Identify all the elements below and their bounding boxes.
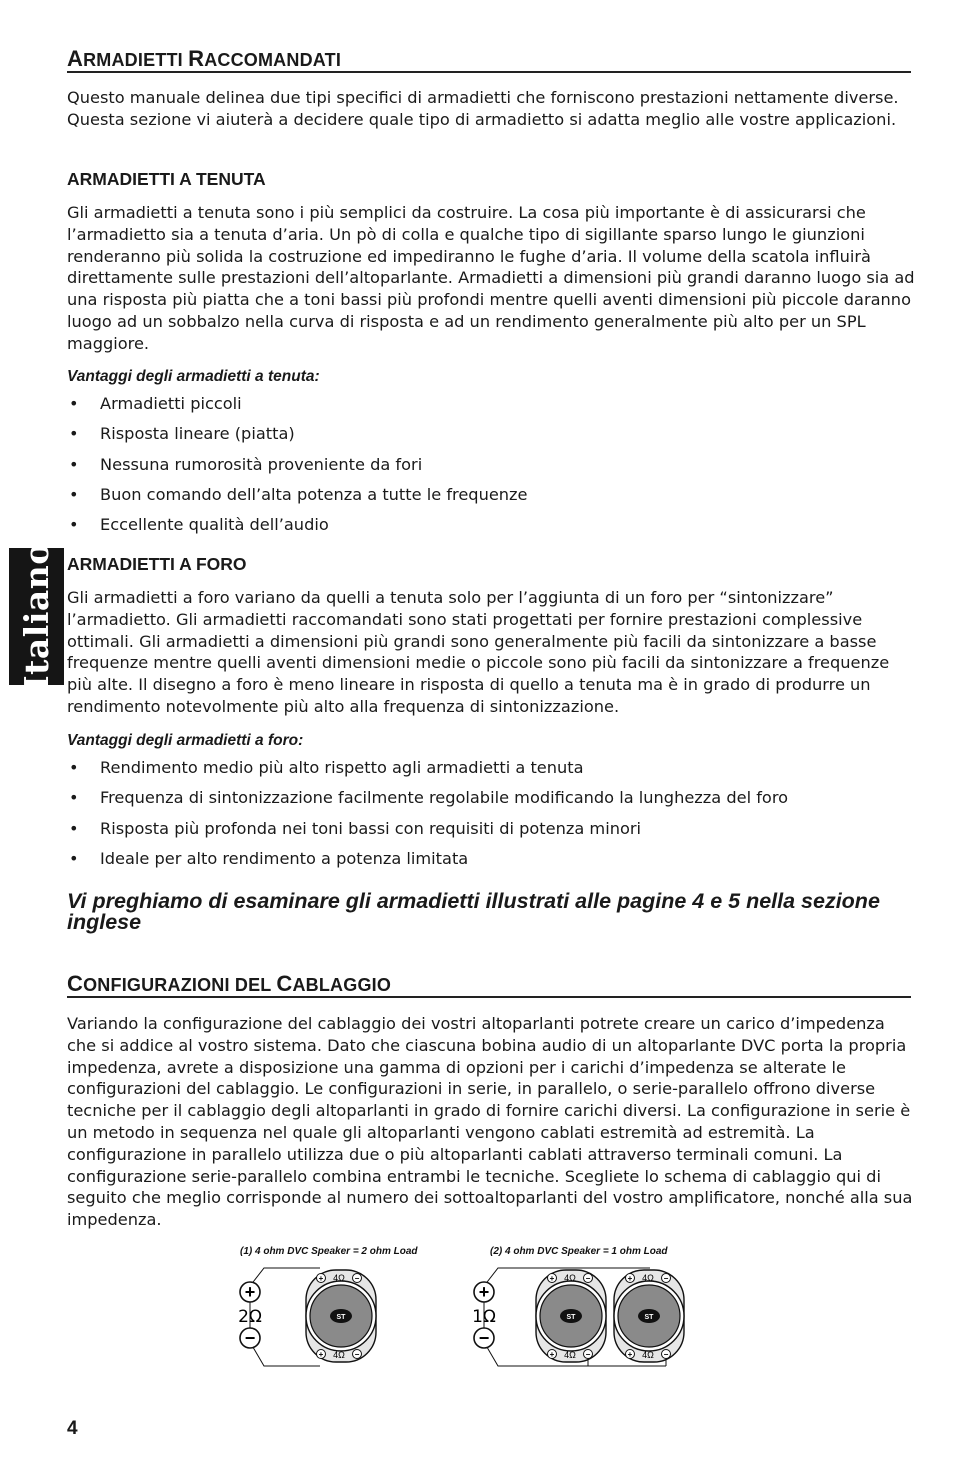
sealed-advantages-title: Vantaggi degli armadietti a tenuta: <box>67 368 320 385</box>
plus-sign: + <box>244 1282 256 1302</box>
minus-sign: − <box>244 1328 256 1348</box>
plus-sign: + <box>478 1282 490 1302</box>
svg-text:−: − <box>585 1350 591 1359</box>
sealed-heading: ARMADIETTI A TENUTA <box>67 169 266 189</box>
svg-text:+: + <box>318 1350 324 1359</box>
list-item: • Frequenza di sintonizzazione facilmente regolabile modificando la lunghezza del foro <box>67 787 788 817</box>
coil-label: 4Ω <box>333 1273 345 1283</box>
wiring-diagram <box>230 1242 700 1377</box>
svg-text:ST: ST <box>644 1314 654 1321</box>
section-heading-recommended-enclosures: ARMADIETTI RACCOMANDATI <box>67 48 911 73</box>
diagram1-label: (1) 4 ohm DVC Speaker = 2 ohm Load <box>240 1246 418 1257</box>
diagram1-circuit <box>238 1268 376 1366</box>
minus-sign: − <box>478 1328 490 1348</box>
svg-text:+: + <box>318 1274 324 1283</box>
list-item: • Nessuna rumorosità proveniente da fori <box>67 454 528 484</box>
sealed-advantages-list <box>67 393 528 544</box>
callout-note: Vi preghiamo di esaminare gli armadietti illustrati alle pagine 4 e 5 nella sezione inglese <box>67 889 880 934</box>
svg-text:−: − <box>354 1274 360 1283</box>
svg-text:ST: ST <box>566 1314 576 1321</box>
svg-text:+: + <box>549 1350 555 1359</box>
svg-text:+: + <box>549 1274 555 1283</box>
svg-text:−: − <box>663 1350 669 1359</box>
language-label: Italiano <box>17 542 56 691</box>
coil-label: 4Ω <box>642 1350 654 1360</box>
section-heading-wiring-configurations: CONFIGURAZIONI DEL CABLAGGIO <box>67 973 911 998</box>
list-item: • Armadietti piccoli <box>67 393 528 423</box>
list-item: • Buon comando dell’alta potenza a tutte le frequenze <box>67 484 528 514</box>
coil-label: 4Ω <box>642 1273 654 1283</box>
coil-label: 4Ω <box>564 1350 576 1360</box>
svg-text:+: + <box>627 1350 633 1359</box>
diagram2-label: (2) 4 ohm DVC Speaker = 1 ohm Load <box>490 1246 668 1257</box>
svg-text:−: − <box>663 1274 669 1283</box>
sealed-paragraph: Gli armadietti a tenuta sono i più semplici da costruire. La cosa più importante è di assicurarsi che l’armadietto sia a tenuta d’aria. Un pò di colla e qualche tipo di sigillante sparso lungo le giunzioni renderanno più solida la costruzione ed impediranno le fughe d’aria. Il volume della scatola influirà direttamente sulle prestazioni dell’altoparlante. Armadietti a dimensioni più grandi daranno luogo sia ad una risposta più piatta che a toni bassi più profondi mentre quelli aventi dimensioni più piccole daranno luogo ad un sobbalzo nella curva di risposta e ad un rendimento generalmente più alto per un SPL maggiore. <box>67 203 915 353</box>
language-side-tab <box>9 542 64 691</box>
list-item: • Risposta più profonda nei toni bassi con requisiti di potenza minori <box>67 818 788 848</box>
svg-text:+: + <box>627 1274 633 1283</box>
ported-advantages-title: Vantaggi degli armadietti a foro: <box>67 732 304 749</box>
coil-label: 4Ω <box>564 1273 576 1283</box>
ported-advantages-list <box>67 757 788 878</box>
ported-heading: ARMADIETTI A FORO <box>67 554 247 574</box>
wiring-paragraph: Variando la configurazione del cablaggio dei vostri altoparlanti potrete creare un carico d’impedenza che si addice al vostro sistema. Dato che ciascuna bobina audio di un altoparlante DVC porta la propria impedenza, avrete a disposizione una gamma di opzioni per i carichi d’impedenza se alterate le configurazioni del cablaggio. Le configurazioni in serie, in parallelo, o serie-parallelo offrono diverse tecniche per il cablaggio degli altoparlanti in grado di fornire carichi diversi. La configurazione in serie è un metodo in sequenza nel quale gli altoparlanti vengono cablati estremità ad estremità. La configurazione in parallelo utilizza due o più altoparlanti cablati attraverso terminali comuni. La configurazione serie-parallelo combina entrambi le tecniche. Scegliete lo schema di cablaggio qui di seguito che meglio corrisponde al numero dei sottoaltoparlanti del vostro amplificatore, nonché alla sua impedenza. <box>67 1014 913 1230</box>
list-item: • Eccellente qualità dell’audio <box>67 514 528 544</box>
diagram2-circuit <box>472 1268 684 1366</box>
coil-label: 4Ω <box>333 1350 345 1360</box>
list-item: • Ideale per alto rendimento a potenza limitata <box>67 848 788 878</box>
list-item: • Risposta lineare (piatta) <box>67 423 528 453</box>
page-number: 4 <box>67 1418 78 1439</box>
svg-text:−: − <box>585 1274 591 1283</box>
svg-text:ST: ST <box>336 1314 346 1321</box>
ported-paragraph: Gli armadietti a foro variano da quelli a tenuta solo per l’aggiunta di un foro per “sintonizzare” l’armadietto. Gli armadietti raccomandati sono stati progettati per fornire prestazioni complessive ottimali. Gli armadietti a dimensioni più grandi sono generalmente più facili da sintonizzare a basse frequenze mentre quelli aventi dimensioni medie o piccole sono più facili da sintonizzare a frequenze più alte. Il disegno a foro è meno lineare in risposta di quello a tenuta ma è in grado di produrre un rendimento notevolmente più alto alla frequenza di sintonizzazione. <box>67 588 890 716</box>
list-item: • Rendimento medio più alto rispetto agli armadietti a tenuta <box>67 757 788 787</box>
load-value-1: 2Ω <box>238 1307 262 1327</box>
svg-text:−: − <box>354 1350 360 1359</box>
intro-paragraph: Questo manuale delinea due tipi specifici di armadietti che forniscono prestazioni nettamente diverse. Questa sezione vi aiuterà a decidere quale tipo di armadietto si adatta meglio alle vostre applicazioni. <box>67 88 899 129</box>
load-value-2: 1Ω <box>472 1307 496 1327</box>
